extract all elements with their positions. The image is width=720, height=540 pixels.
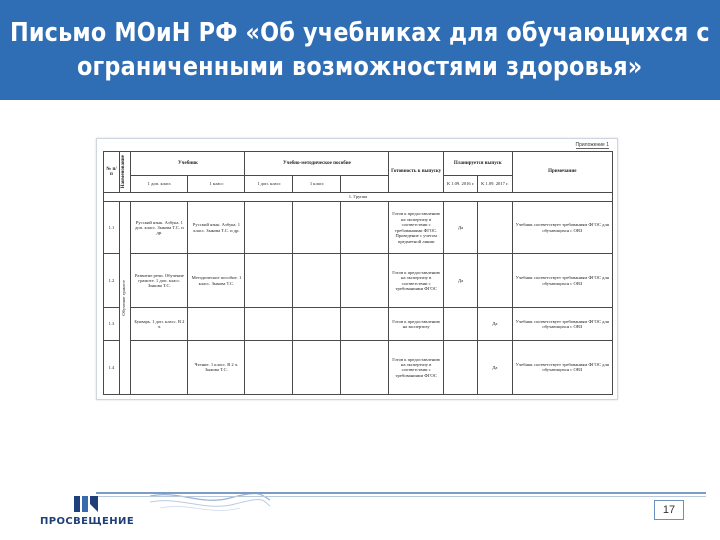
header-class-1: 1 класс	[188, 175, 245, 192]
footer-divider-thin	[96, 496, 706, 497]
header-release: Планируется выпуск	[444, 152, 512, 176]
slide-title-banner	[0, 0, 720, 100]
prosveshchenie-logo-icon	[70, 494, 102, 514]
header-methodical: Учебно-методическое пособие	[245, 152, 389, 176]
row-readiness: Готов к предоставлению на экспертизу в соответствии с требованиями ФГОС	[389, 254, 444, 308]
slide-title-line-1: Письмо МОиН РФ «Об учебниках для обучающихся с	[10, 18, 710, 48]
header-methodical-class-1-extra: 1 доп. класс	[245, 175, 293, 192]
textbook-table	[103, 151, 613, 395]
row-methodical: Методическое пособие. 1 класс. Зыкова Т.С.	[188, 254, 245, 308]
header-num: № п/п	[104, 152, 120, 193]
footer-divider	[96, 492, 706, 494]
section-row: 1. Группа	[104, 193, 613, 202]
row-textbook: Русский язык. Азбука. 1 доп. класс. Зыкова Т.С. и др.	[131, 202, 188, 254]
row-note: Учебник соответствует требованиям ФГОС для обучающихся с ОВЗ	[512, 254, 613, 308]
row-textbook	[131, 340, 188, 394]
row-readiness: Готов к предоставлению на экспертизу	[389, 308, 444, 340]
header-methodical-empty	[341, 175, 389, 192]
header-methodical-class-1: 1 класс	[293, 175, 341, 192]
row-methodical: Чтение. 1 класс. В 2 ч. Зыкова Т.С.	[188, 340, 245, 394]
page-number: 17	[654, 500, 684, 520]
row-release-2016	[444, 308, 478, 340]
row-num: 1.4	[104, 340, 120, 394]
row-readiness: Готов к предоставлению на экспертизу в соответствии с требованиями ФГОС	[389, 340, 444, 394]
header-class-1-extra: 1 доп. класс	[131, 175, 188, 192]
row-textbook: Развитие речи. Обучение грамоте. 1 доп. класс. Зыкова Т.С.	[131, 254, 188, 308]
row-methodical: Русский язык. Азбука. 1 класс. Зыкова Т.С. и др.	[188, 202, 245, 254]
header-release-2016: К 1.09. 2016 г.	[444, 175, 478, 192]
row-release-2016: Да	[444, 254, 478, 308]
header-release-2017: К 1.09. 2017 г.	[478, 175, 512, 192]
row-readiness: Готов к предоставлению на экспертизу в соответствии с требованиями ФГОС. Проведение с учетом предметной линии	[389, 202, 444, 254]
row-subject-vertical: Обучение грамоте	[119, 202, 130, 395]
row-release-2017	[478, 202, 512, 254]
row-note: Учебник соответствует требованиям ФГОС для обучающихся с ОВЗ	[512, 202, 613, 254]
row-textbook: Букварь. 1 доп. класс. В 2 ч.	[131, 308, 188, 340]
row-release-2016: Да	[444, 202, 478, 254]
header-subject: Наименование	[119, 152, 130, 193]
header-note: Примечание	[512, 152, 613, 193]
row-num: 1.3	[104, 308, 120, 340]
header-readiness: Готовность к выпуску	[389, 152, 444, 193]
row-release-2017	[478, 254, 512, 308]
row-num: 1.1	[104, 202, 120, 254]
prosveshchenie-logo-text: ПРОСВЕЩЕНИЕ	[40, 516, 135, 527]
appendix-label: Приложение 1	[575, 142, 609, 148]
slide-title-line-2: ограниченными возможностями здоровья»	[77, 52, 643, 82]
row-note: Учебник соответствует требованиям ФГОС для обучающихся с ОВЗ	[512, 308, 613, 340]
row-release-2017: Да	[478, 340, 512, 394]
document-scan	[96, 138, 618, 400]
row-release-2016	[444, 340, 478, 394]
row-release-2017: Да	[478, 308, 512, 340]
header-textbook: Учебник	[131, 152, 245, 176]
row-num: 1.2	[104, 254, 120, 308]
row-note: Учебник соответствует требованиям ФГОС для обучающихся с ОВЗ	[512, 340, 613, 394]
row-methodical	[188, 308, 245, 340]
